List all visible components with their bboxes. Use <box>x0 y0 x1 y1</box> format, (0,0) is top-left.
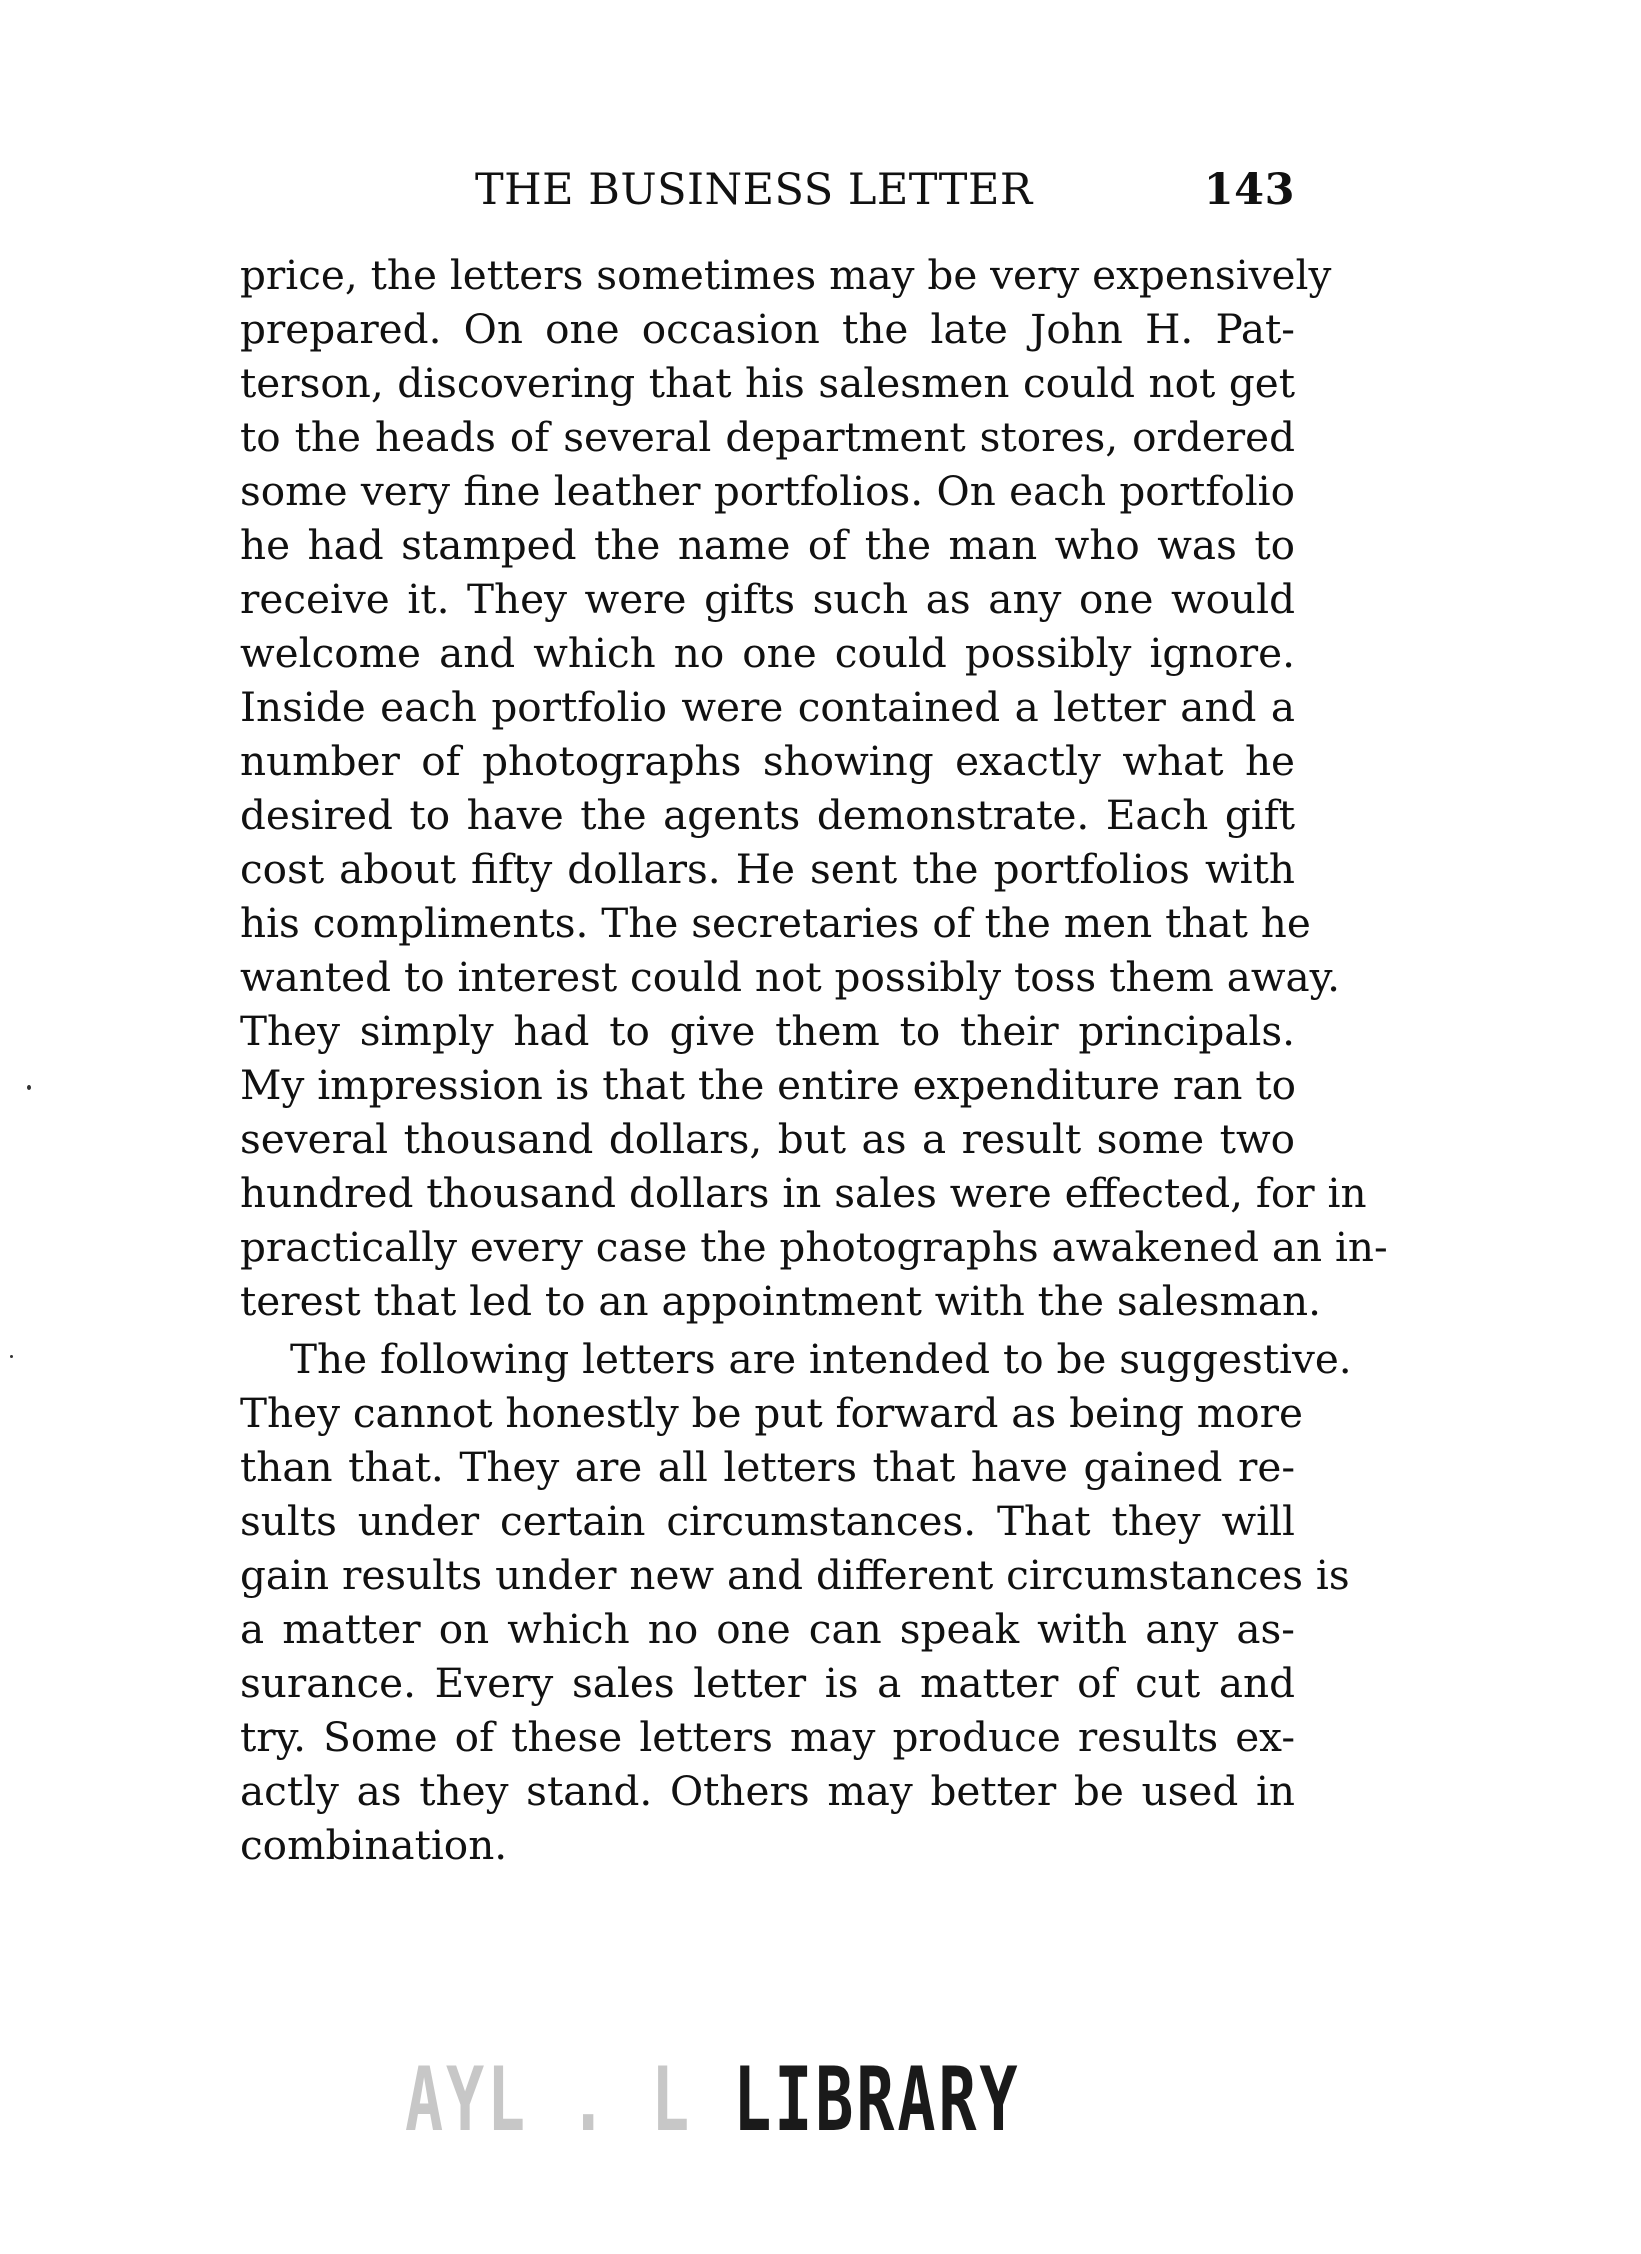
text-line: terest that led to an appointment with the salesman. <box>240 1277 1322 1325</box>
paragraph-1 <box>240 248 1388 1328</box>
text-line: terson, discovering that his salesmen could not get <box>240 359 1295 407</box>
stamp-faded-text: AYL . L <box>405 2048 693 2151</box>
text-line: wanted to interest could not possibly toss them away. <box>240 953 1341 1001</box>
text-line: several thousand dollars, but as a result some two <box>240 1115 1295 1163</box>
paragraph-2 <box>240 1332 1352 1872</box>
text-line: They simply had to give them to their principals. <box>240 1007 1295 1055</box>
text-line: price, the letters sometimes may be very expensively <box>240 251 1332 299</box>
text-line: some very fine leather portfolios. On each portfolio <box>240 467 1295 515</box>
text-line: actly as they stand. Others may better be used in <box>240 1767 1295 1815</box>
text-line: number of photographs showing exactly what he <box>240 737 1295 785</box>
running-head-title: THE BUSINESS LETTER <box>475 165 1033 215</box>
text-line: surance. Every sales letter is a matter of cut and <box>240 1659 1295 1707</box>
text-line: than that. They are all letters that have gained re- <box>240 1443 1295 1491</box>
text-line: try. Some of these letters may produce results ex- <box>240 1713 1295 1761</box>
text-line: a matter on which no one can speak with any as- <box>240 1605 1295 1653</box>
text-line: he had stamped the name of the man who was to <box>240 521 1295 569</box>
text-line: welcome and which no one could possibly ignore. <box>240 629 1295 677</box>
scan-speck <box>27 1085 31 1090</box>
stamp-legible-text: LIBRARY <box>733 2048 1021 2151</box>
page-number: 143 <box>1203 165 1295 215</box>
library-stamp <box>405 2045 1053 2155</box>
text-line: They cannot honestly be put forward as being more <box>240 1389 1303 1437</box>
text-line: The following letters are intended to be suggestive. <box>290 1335 1352 1383</box>
text-line: prepared. On one occasion the late John H. Pat- <box>240 305 1295 353</box>
text-line: receive it. They were gifts such as any one would <box>240 575 1295 623</box>
text-line: Inside each portfolio were contained a letter and a <box>240 683 1295 731</box>
text-line: combination. <box>240 1821 508 1869</box>
text-line: practically every case the photographs awakened an in- <box>240 1223 1388 1271</box>
text-line: his compliments. The secretaries of the men that he <box>240 899 1311 947</box>
text-line: My impression is that the entire expenditure ran to <box>240 1061 1296 1109</box>
body-text <box>240 248 1388 1872</box>
text-line: sults under certain circumstances. That they will <box>240 1497 1295 1545</box>
text-line: hundred thousand dollars in sales were effected, for in <box>240 1169 1367 1217</box>
text-line: desired to have the agents demonstrate. Each gift <box>240 791 1295 839</box>
running-head <box>240 165 1295 225</box>
text-line: gain results under new and different circumstances is <box>240 1551 1350 1599</box>
text-line: to the heads of several department stores, ordered <box>240 413 1295 461</box>
text-line: cost about fifty dollars. He sent the portfolios with <box>240 845 1295 893</box>
scan-speck <box>10 1355 13 1358</box>
